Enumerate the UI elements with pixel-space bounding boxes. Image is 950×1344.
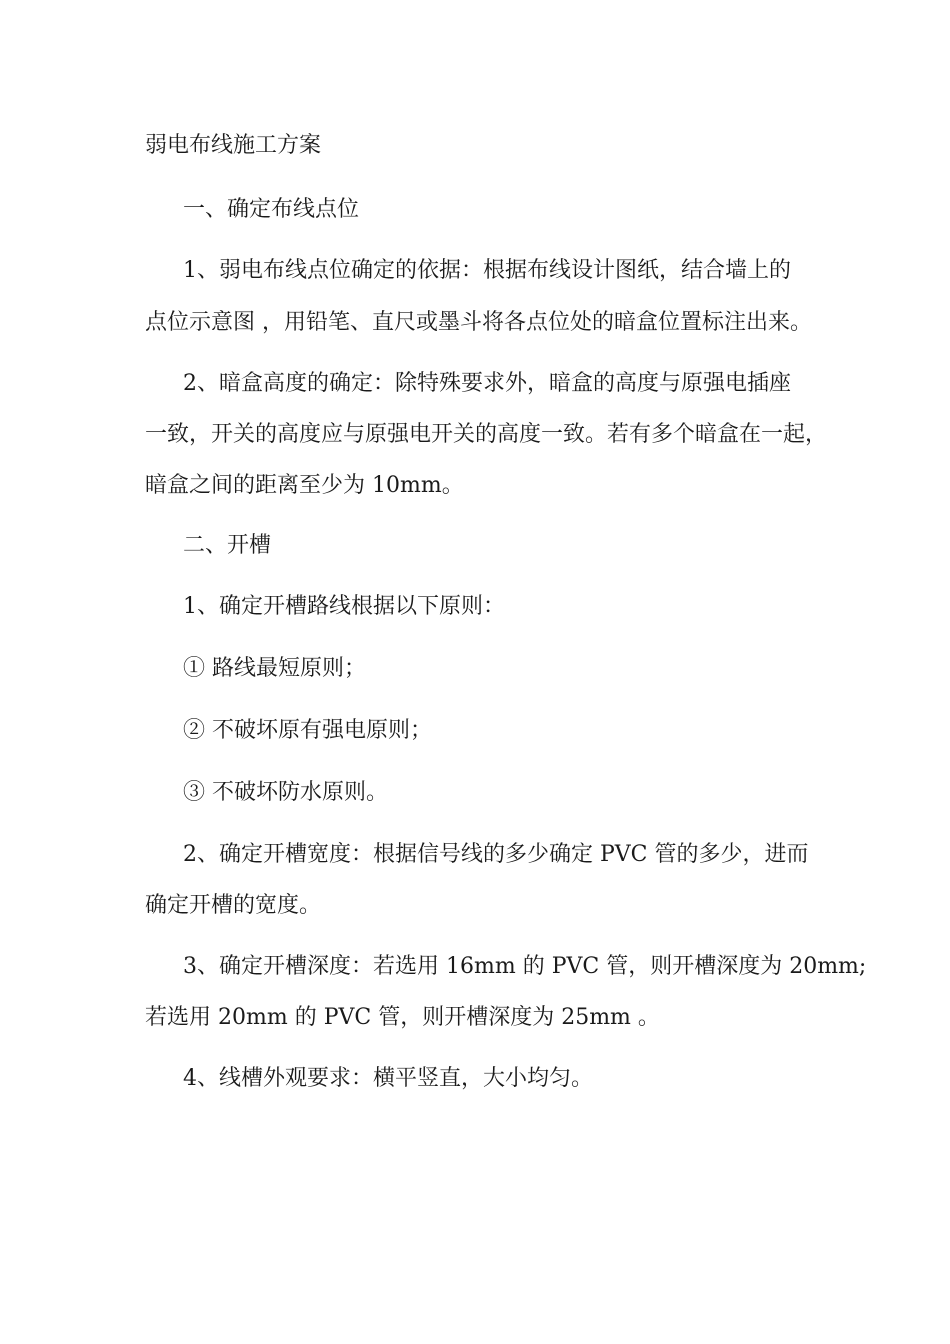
section-heading: 一、确定布线点位 [183, 197, 360, 222]
paragraph-line: 4、线槽外观要求：横平竖直，大小均匀。 [183, 1066, 593, 1091]
section-heading: 二、开槽 [183, 533, 272, 558]
paragraph-line: 3、确定开槽深度：若选用 16mm 的 PVC 管，则开槽深度为 20mm; [183, 954, 867, 979]
paragraph-line: 2、暗盒高度的确定：除特殊要求外，暗盒的高度与原强电插座 [183, 371, 791, 396]
document-title: 弱电布线施工方案 [145, 133, 322, 158]
principle-item: ② 不破坏原有强电原则； [183, 718, 432, 743]
principle-item: ③ 不破坏防水原则。 [183, 780, 388, 805]
paragraph-line: 点位示意图 ，用铅笔、直尺或墨斗将各点位处的暗盒位置标注出来。 [145, 310, 812, 335]
paragraph-line: 2、确定开槽宽度：根据信号线的多少确定 PVC 管的多少，进而 [183, 842, 809, 867]
paragraph-line: 1、弱电布线点位确定的依据：根据布线设计图纸，结合墙上的 [183, 258, 791, 283]
paragraph-line: 一致，开关的高度应与原强电开关的高度一致。若有多个暗盒在一起， [145, 422, 828, 447]
principle-item: ① 路线最短原则； [183, 656, 366, 681]
paragraph-line: 暗盒之间的距离至少为 10mm。 [145, 473, 464, 498]
paragraph-line: 1、确定开槽路线根据以下原则： [183, 594, 505, 619]
paragraph-line: 若选用 20mm 的 PVC 管，则开槽深度为 25mm 。 [145, 1005, 660, 1030]
paragraph-line: 确定开槽的宽度。 [145, 893, 322, 918]
